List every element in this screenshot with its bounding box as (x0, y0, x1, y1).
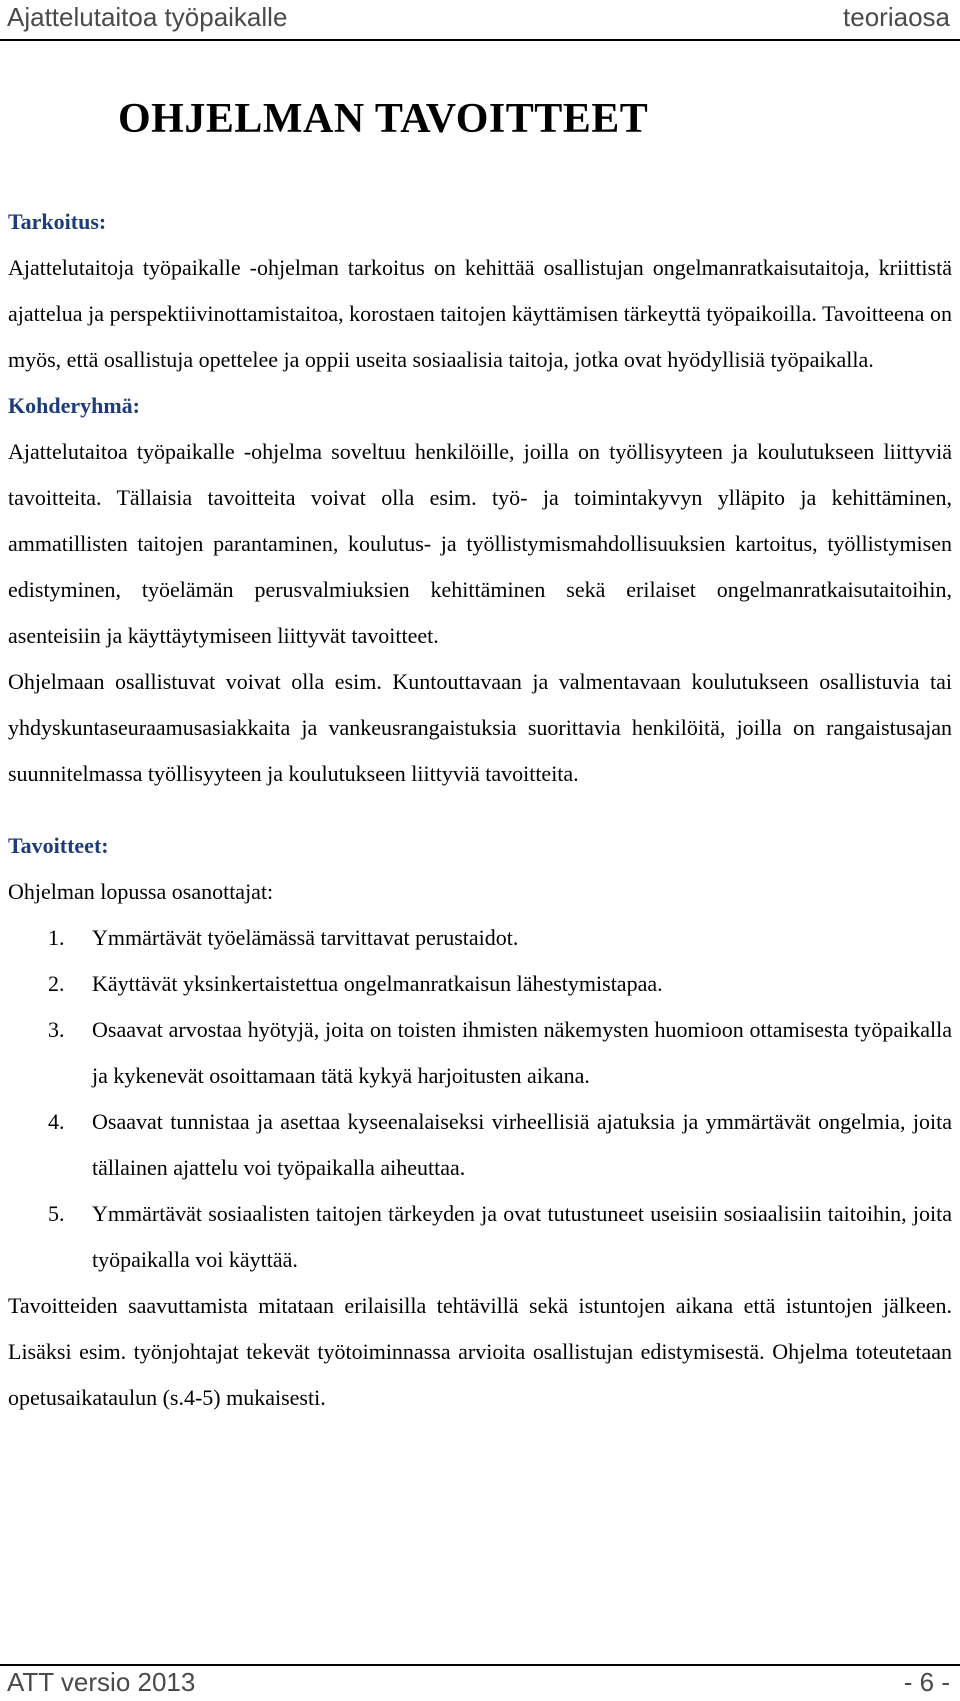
list-item-number: 5. (48, 1201, 65, 1226)
list-item-text: Osaavat tunnistaa ja asettaa kyseenalaiseksi virheellisiä ajatuksia ja ymmärtävät ongelmia, joita tällainen ajattelu voi työpaikalla aiheuttaa. (92, 1109, 952, 1180)
tavoitteet-heading: Tavoitteet: (8, 833, 109, 858)
tarkoitus-text: Ajattelutaitoja työpaikalle -ohjelman tarkoitus on kehittää osallistujan ongelmanratkaisutaitoja, kriittistä ajattelua ja perspektiivinottamistaitoa, korostaen taitojen käyttämisen tärkeyttä työpaikoilla. Tavoitteena on myös, että osallistuja opettelee ja oppii useita sosiaalisia taitoja, jotka ovat hyödyllisiä työpaikalla. (8, 255, 952, 372)
list-item-text: Ymmärtävät sosiaalisten taitojen tärkeyden ja ovat tutustuneet useisiin sosiaalisiin taitoihin, joita työpaikalla voi käyttää. (92, 1201, 952, 1272)
list-item-text: Osaavat arvostaa hyötyjä, joita on toisten ihmisten näkemysten huomioon ottamisesta työpaikalla ja kykenevät osoittamaan tätä kykyä harjoitusten aikana. (92, 1017, 952, 1088)
header-title: Ajattelutaitoa työpaikalle (7, 2, 288, 32)
list-item (8, 1007, 952, 1099)
list-item-number: 4. (48, 1109, 65, 1134)
list-item-number: 2. (48, 971, 65, 996)
list-item-number: 1. (48, 925, 65, 950)
tavoitteet-intro: Ohjelman lopussa osanottajat: (8, 879, 274, 904)
kohderyhma-text-2: Ohjelmaan osallistuvat voivat olla esim. Kuntouttavaan ja valmentavaan koulutukseen osallistuvia tai yhdyskuntaseuraamusasiakkaita ja vankeusrangaistuksia suorittavia henkilöitä, joilla on rangaistusajan suunnitelmassa työllisyyteen ja koulutukseen liittyviä tavoitteita. (8, 669, 952, 786)
list-item (8, 915, 952, 961)
list-item (8, 1099, 952, 1191)
list-item-number: 3. (48, 1017, 65, 1042)
section-spacer (8, 797, 952, 823)
page-header (0, 0, 960, 40)
kohderyhma-text-1: Ajattelutaitoa työpaikalle -ohjelma soveltuu henkilöille, joilla on työllisyyteen ja koulutukseen liittyviä tavoitteita. Tällaisia tavoitteita voivat olla esim. työ- ja toimintakyvyn ylläpito ja kehittäminen, ammatillisten taitojen parantaminen, koulutus- ja työllistymismahdollisuuksien kartoitus, työllistymisen edistyminen, työelämän perusvalmiuksien kehittäminen sekä erilaiset ongelmanratkaisutaitoihin, asenteisiin ja käyttäytymiseen liittyvät tavoitteet. (8, 439, 952, 648)
list-item (8, 961, 952, 1007)
list-item-text: Käyttävät yksinkertaistettua ongelmanratkaisun lähestymistapaa. (92, 971, 663, 996)
page-title: OHJELMAN TAVOITTEET (118, 96, 649, 142)
tarkoitus-heading: Tarkoitus: (8, 209, 107, 234)
header-divider (0, 39, 960, 41)
goals-list (8, 915, 952, 1283)
document-body (8, 199, 952, 1421)
footer-divider (0, 1664, 960, 1666)
kohderyhma-heading: Kohderyhmä: (8, 393, 140, 418)
list-item-text: Ymmärtävät työelämässä tarvittavat perustaidot. (92, 925, 519, 950)
list-item (8, 1191, 952, 1283)
header-section: teoriaosa (843, 2, 950, 32)
page-number: - 6 - (903, 1667, 950, 1697)
footer-version: ATT versio 2013 (7, 1667, 196, 1697)
page-footer (0, 1667, 960, 1701)
tavoitteet-closing: Tavoitteiden saavuttamista mitataan erilaisilla tehtävillä sekä istuntojen aikana että istuntojen jälkeen. Lisäksi esim. työnjohtajat tekevät työtoiminnassa arvioita osallistujan edistymisestä. Ohjelma toteutetaan opetusaikataulun (s.4-5) mukaisesti. (8, 1293, 952, 1410)
